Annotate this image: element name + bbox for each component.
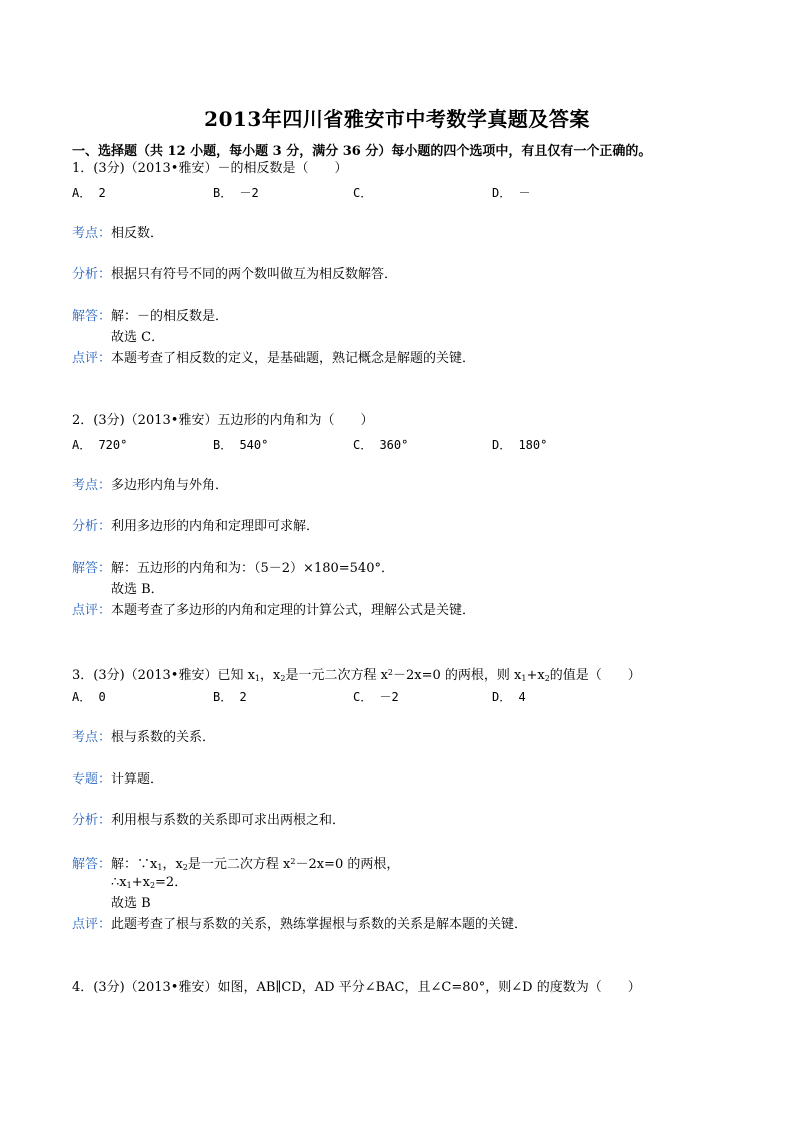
q1-jieda-answer: 故选 C． [111, 330, 165, 345]
q2-kaodian-text: 多边形内角与外角． [111, 478, 229, 493]
q1-dianping [72, 350, 475, 368]
q3-subscript: 1 [254, 674, 260, 683]
q3-zhuanti-text: 计算题． [111, 772, 164, 787]
section-header: 一、选择题（共 12 小题，每小题 3 分，满分 36 分）每小题的四个选项中，有且仅有一个正确的。 [72, 144, 652, 159]
q3-stem-part: 的值是（ ） [549, 668, 641, 683]
q3-stem-part: －2x=0 的两根，则 x [393, 668, 522, 683]
kaodian-label: 考点： [72, 478, 112, 493]
question-2-stem: 2．(3分)（2013•雅安）五边形的内角和为（ ） [72, 413, 374, 428]
q3-jieda-part: 解：∵x [111, 857, 158, 872]
q1-kaodian [72, 225, 163, 243]
q2-dianping [72, 602, 475, 620]
q3-kaodian-text: 根与系数的关系． [111, 730, 216, 745]
q3-option-a: A． 0 [72, 690, 106, 704]
q3-jieda-superscript: 2 [290, 857, 296, 866]
dianping-label: 点评： [72, 603, 112, 618]
jieda-label: 解答： [72, 561, 112, 576]
kaodian-label: 考点： [72, 730, 112, 745]
q1-fenxi [72, 266, 397, 284]
dianping-label: 点评： [72, 351, 112, 366]
q2-option-d: D． 180° [492, 438, 548, 452]
q3-stem-part: ，x [260, 668, 281, 683]
q3-subscript: 2 [280, 674, 286, 683]
q3-fenxi [72, 812, 345, 830]
q1-fenxi-text: 根据只有符号不同的两个数叫做互为相反数解答． [111, 267, 398, 282]
q3-jieda-subscript: 2 [182, 863, 188, 872]
q3-jieda-part: +x [131, 875, 150, 890]
q3-fenxi-text: 利用根与系数的关系即可求出两根之和． [111, 813, 346, 828]
q3-option-b: B． 2 [213, 690, 247, 704]
q3-stem-part: 是一元二次方程 x [285, 668, 388, 683]
q1-option-c: C． [353, 186, 373, 200]
q3-jieda-step [111, 874, 187, 895]
q2-jieda-text: 解：五边形的内角和为：（5－2）×180=540°． [111, 561, 394, 576]
q3-option-c: C． －2 [353, 690, 399, 704]
q3-dianping [72, 916, 527, 934]
q1-jieda [72, 308, 228, 326]
q2-option-c: C． 360° [353, 438, 409, 452]
q3-option-d: D． 4 [492, 690, 526, 704]
q1-jieda-text: 解：－的相反数是． [111, 309, 229, 324]
kaodian-label: 考点： [72, 226, 112, 241]
q3-jieda-part: 是一元二次方程 x [187, 857, 291, 872]
q3-stem-part: 3．(3分)（2013•雅安）已知 x [72, 668, 255, 683]
q2-kaodian [72, 477, 228, 495]
q3-stem-part: +x [526, 668, 545, 683]
q3-jieda-part: ∴x [111, 875, 127, 890]
q3-zhuanti [72, 771, 163, 789]
q2-jieda [72, 560, 394, 578]
q2-fenxi-text: 利用多边形的内角和定理即可求解． [111, 519, 320, 534]
q3-kaodian [72, 729, 215, 747]
q3-subscript: 2 [544, 674, 550, 683]
q3-subscript: 1 [521, 674, 527, 683]
q2-dianping-text: 本题考查了多边形的内角和定理的计算公式，理解公式是关键． [111, 603, 476, 618]
fenxi-label: 分析： [72, 813, 112, 828]
fenxi-label: 分析： [72, 267, 112, 282]
q3-jieda-subscript: 1 [126, 881, 132, 890]
jieda-label: 解答： [72, 309, 112, 324]
q1-dianping-text: 本题考查了相反数的定义，是基础题，熟记概念是解题的关键． [111, 351, 476, 366]
fenxi-label: 分析： [72, 519, 112, 534]
dianping-label: 点评： [72, 917, 112, 932]
question-4-stem: 4．(3分)（2013•雅安）如图，AB∥CD，AD 平分∠BAC，且∠C=80°，则∠D 的度数为（ ） [72, 980, 641, 995]
page-title: 2013年四川省雅安市中考数学真题及答案 [204, 107, 590, 131]
q3-jieda-part: =2． [155, 875, 188, 890]
q1-option-b: B． －2 [213, 186, 259, 200]
q2-option-b: B． 540° [213, 438, 269, 452]
question-1-stem: 1．(3分)（2013•雅安）－的相反数是（ ） [72, 161, 348, 176]
q2-option-a: A． 720° [72, 438, 128, 452]
q3-jieda-part: －2x=0 的两根， [295, 857, 400, 872]
zhuanti-label: 专题： [72, 772, 112, 787]
q3-dianping-text: 此题考查了根与系数的关系，熟练掌握根与系数的关系是解本题的关键． [111, 917, 528, 932]
q3-jieda-part: ，x [162, 857, 183, 872]
jieda-label: 解答： [72, 857, 112, 872]
question-3-stem [72, 664, 641, 688]
q1-kaodian-text: 相反数． [111, 226, 164, 241]
q3-jieda-subscript: 1 [157, 863, 163, 872]
q1-option-a: A． 2 [72, 186, 106, 200]
q3-superscript: 2 [387, 668, 393, 677]
q1-option-d: D． － [492, 186, 531, 200]
q3-jieda-subscript: 2 [149, 881, 156, 890]
q2-fenxi [72, 518, 319, 536]
q2-jieda-answer: 故选 B． [111, 582, 164, 597]
q3-jieda-answer: 故选 B [111, 896, 151, 911]
